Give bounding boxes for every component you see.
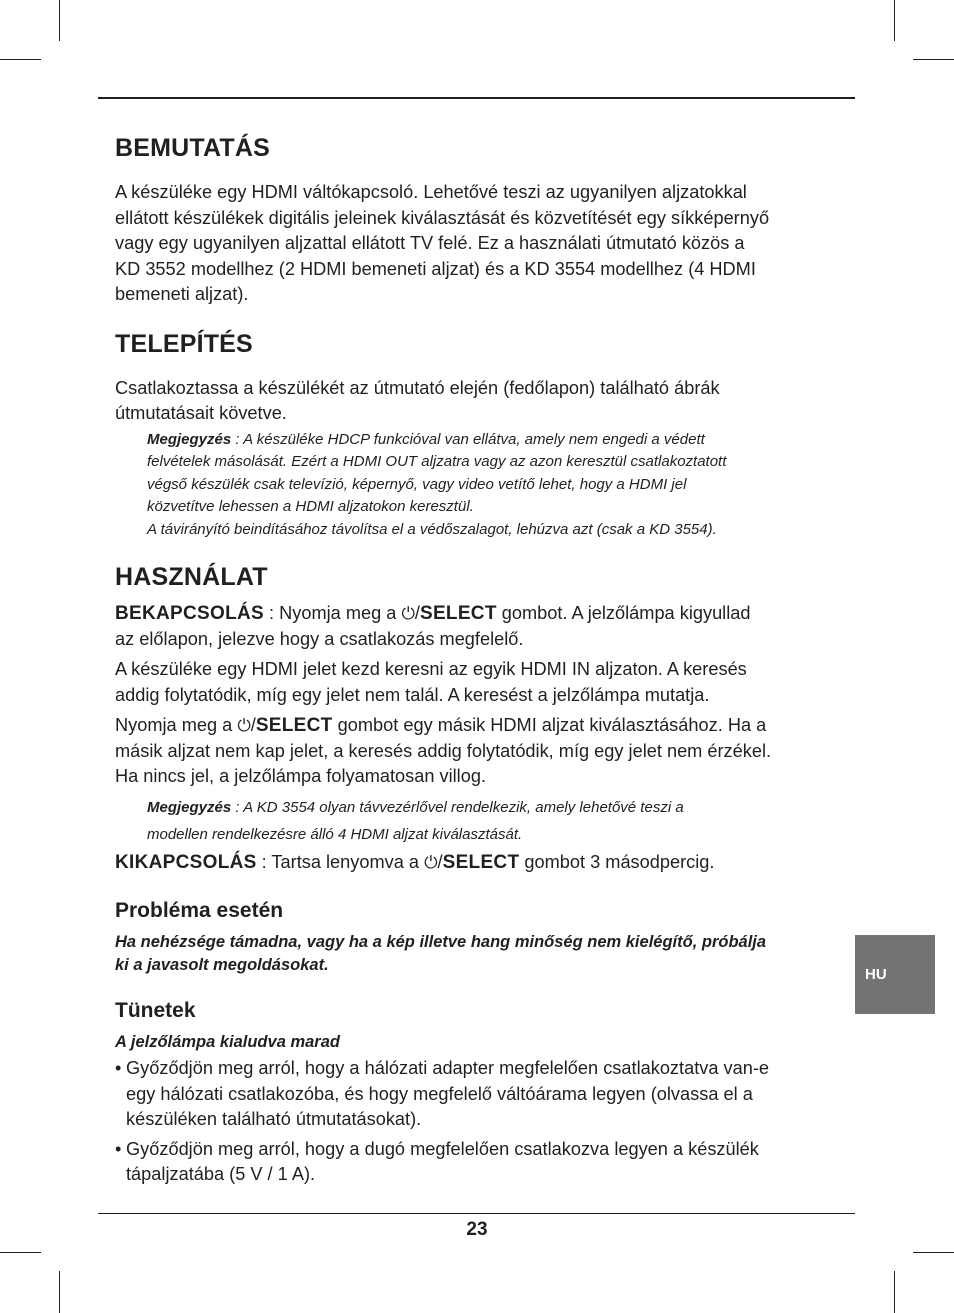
slash: / [250,715,256,735]
list-item-line: • Győződjön meg arról, hogy a dugó megfelelően csatlakozva legyen a készülék [126,1138,759,1159]
crop-mark [913,1252,954,1253]
heading-bemutatas: BEMUTATÁS [115,134,271,162]
power-on-line: az előlapon, jelezve hogy a csatlakozás megfelelő. [115,628,524,649]
press-text: Nyomja meg a [115,715,238,735]
section-problem [115,897,830,977]
intro-line: ellátott készülékek digitális jeleinek kiválasztását és közvetítését egy síkképernyő [115,207,770,228]
power-on-label: BEKAPCSOLÁS [115,603,264,624]
header-rule [98,97,855,99]
symptom-list [115,1056,830,1188]
usage-note [147,794,830,848]
press-line: Ha nincs jel, a jelzőlámpa folyamatosan villog. [115,766,487,786]
language-tab-label: HU [865,966,887,983]
note-line: végső készülék csak televízió, képernyő, vagy video vetítő lehet, hogy a HDMI jel [147,475,687,493]
press-text: gombot egy másik HDMI aljzat kiválasztásához. Ha a [332,715,767,735]
list-item-line: egy hálózati csatlakozóba, és hogy megfelelő váltóárama legyen (olvassa el a [126,1083,753,1104]
intro-line: bemeneti aljzat). [115,284,249,304]
note-text: : A KD 3554 olyan távvezérlővel rendelkezik, amely lehetővé teszi a [231,798,684,816]
search-line: A készüléke egy HDMI jelet kezd keresni az egyik HDMI IN aljzaton. A keresés [115,659,747,679]
power-icon: ⏻ [237,716,251,735]
crop-mark [894,0,895,41]
crop-mark [59,1271,60,1313]
crop-mark [59,0,60,41]
power-on-text: gombot. A jelzőlámpa kigyullad [496,603,751,623]
note-line: felvételek másolását. Ezért a HDMI OUT aljzatra vagy az azon keresztül csatlakoztatott [147,453,727,470]
note-line: A távirányító beindításához távolítsa el a védőszalagot, lehúzva azt (csak a KD 3554). [147,520,717,538]
press-paragraph [115,713,830,739]
problem-line: Ha nehézsége támadna, vagy ha a kép illetve hang minőség nem kielégítő, próbálja [115,933,767,951]
power-off-paragraph [115,850,830,876]
list-item-line: • Győződjön meg arról, hogy a hálózati adapter megfelelően csatlakoztatva van-e [126,1058,770,1078]
crop-mark [913,59,954,60]
list-item-line: készüléken található útmutatásokat). [126,1109,422,1129]
power-off-text: gombot 3 másodpercig. [519,851,715,872]
heading-telepites: TELEPÍTÉS [115,329,253,358]
section-symptoms [115,997,830,1188]
press-line: másik aljzat nem kap jelet, a keresés addig folytatódik, míg egy jelet nem érzékel. [115,740,772,761]
intro-line: vagy egy ugyanilyen aljzattal ellátott TV felé. Ez a használati útmutató közös a [115,233,745,253]
page-content [115,132,830,1192]
power-icon: ⏻ [424,852,438,872]
search-line: addig folytatódik, míg egy jelet nem talál. A keresést a jelzőlámpa mutatja. [115,684,710,705]
list-item [115,1137,830,1188]
note-label: Megjegyzés [147,430,232,448]
crop-mark [0,59,41,60]
install-line: útmutatásait követve. [115,403,287,423]
slash: / [414,603,420,623]
heading-hasznalat: HASZNÁLAT [115,563,268,591]
problem-line: ki a javasolt megoldásokat. [115,956,329,974]
power-off-label: KIKAPCSOLÁS [115,851,257,873]
language-tab [855,935,935,1014]
intro-line: A készüléke egy HDMI váltókapcsoló. Lehetővé teszi az ugyanilyen aljzatokkal [115,182,747,202]
select-label: SELECT [255,715,333,736]
list-item-line: tápaljzatába (5 V / 1 A). [126,1164,316,1184]
power-on-text: : Nyomja meg a [263,603,402,623]
note-label: Megjegyzés [147,798,232,816]
intro-line: KD 3552 modellhez (2 HDMI bemeneti aljzat) és a KD 3554 modellhez (4 HDMI [115,258,756,279]
select-label: SELECT [442,851,520,873]
page-number: 23 [466,1219,488,1240]
section-usage [115,561,830,875]
note-line: modellen rendelkezésre álló 4 HDMI aljzat kiválasztását. [147,825,523,843]
install-line: Csatlakoztassa a készülékét az útmutató elején (fedőlapon) található ábrák [115,377,720,398]
slash: / [437,851,443,872]
heading-tunetek: Tünetek [115,999,196,1022]
problem-intro [115,931,830,977]
heading-problema: Probléma esetén [115,899,284,922]
list-item [115,1056,830,1133]
symptom-subheading: A jelzőlámpa kialudva marad [115,1033,340,1051]
power-on-paragraph [115,601,830,627]
install-note [147,429,830,542]
section-intro [115,132,830,308]
power-off-text: : Tartsa lenyomva a [256,851,425,872]
crop-mark [894,1271,895,1313]
crop-mark [0,1252,41,1253]
section-install [115,328,830,542]
note-line: közvetítve lehessen a HDMI aljzatokon keresztül. [147,498,474,515]
note-text: : A készüléke HDCP funkcióval van ellátva, amely nem engedi a védett [231,430,705,448]
power-icon: ⏻ [401,604,415,623]
footer-rule [98,1213,855,1214]
select-label: SELECT [419,603,497,624]
